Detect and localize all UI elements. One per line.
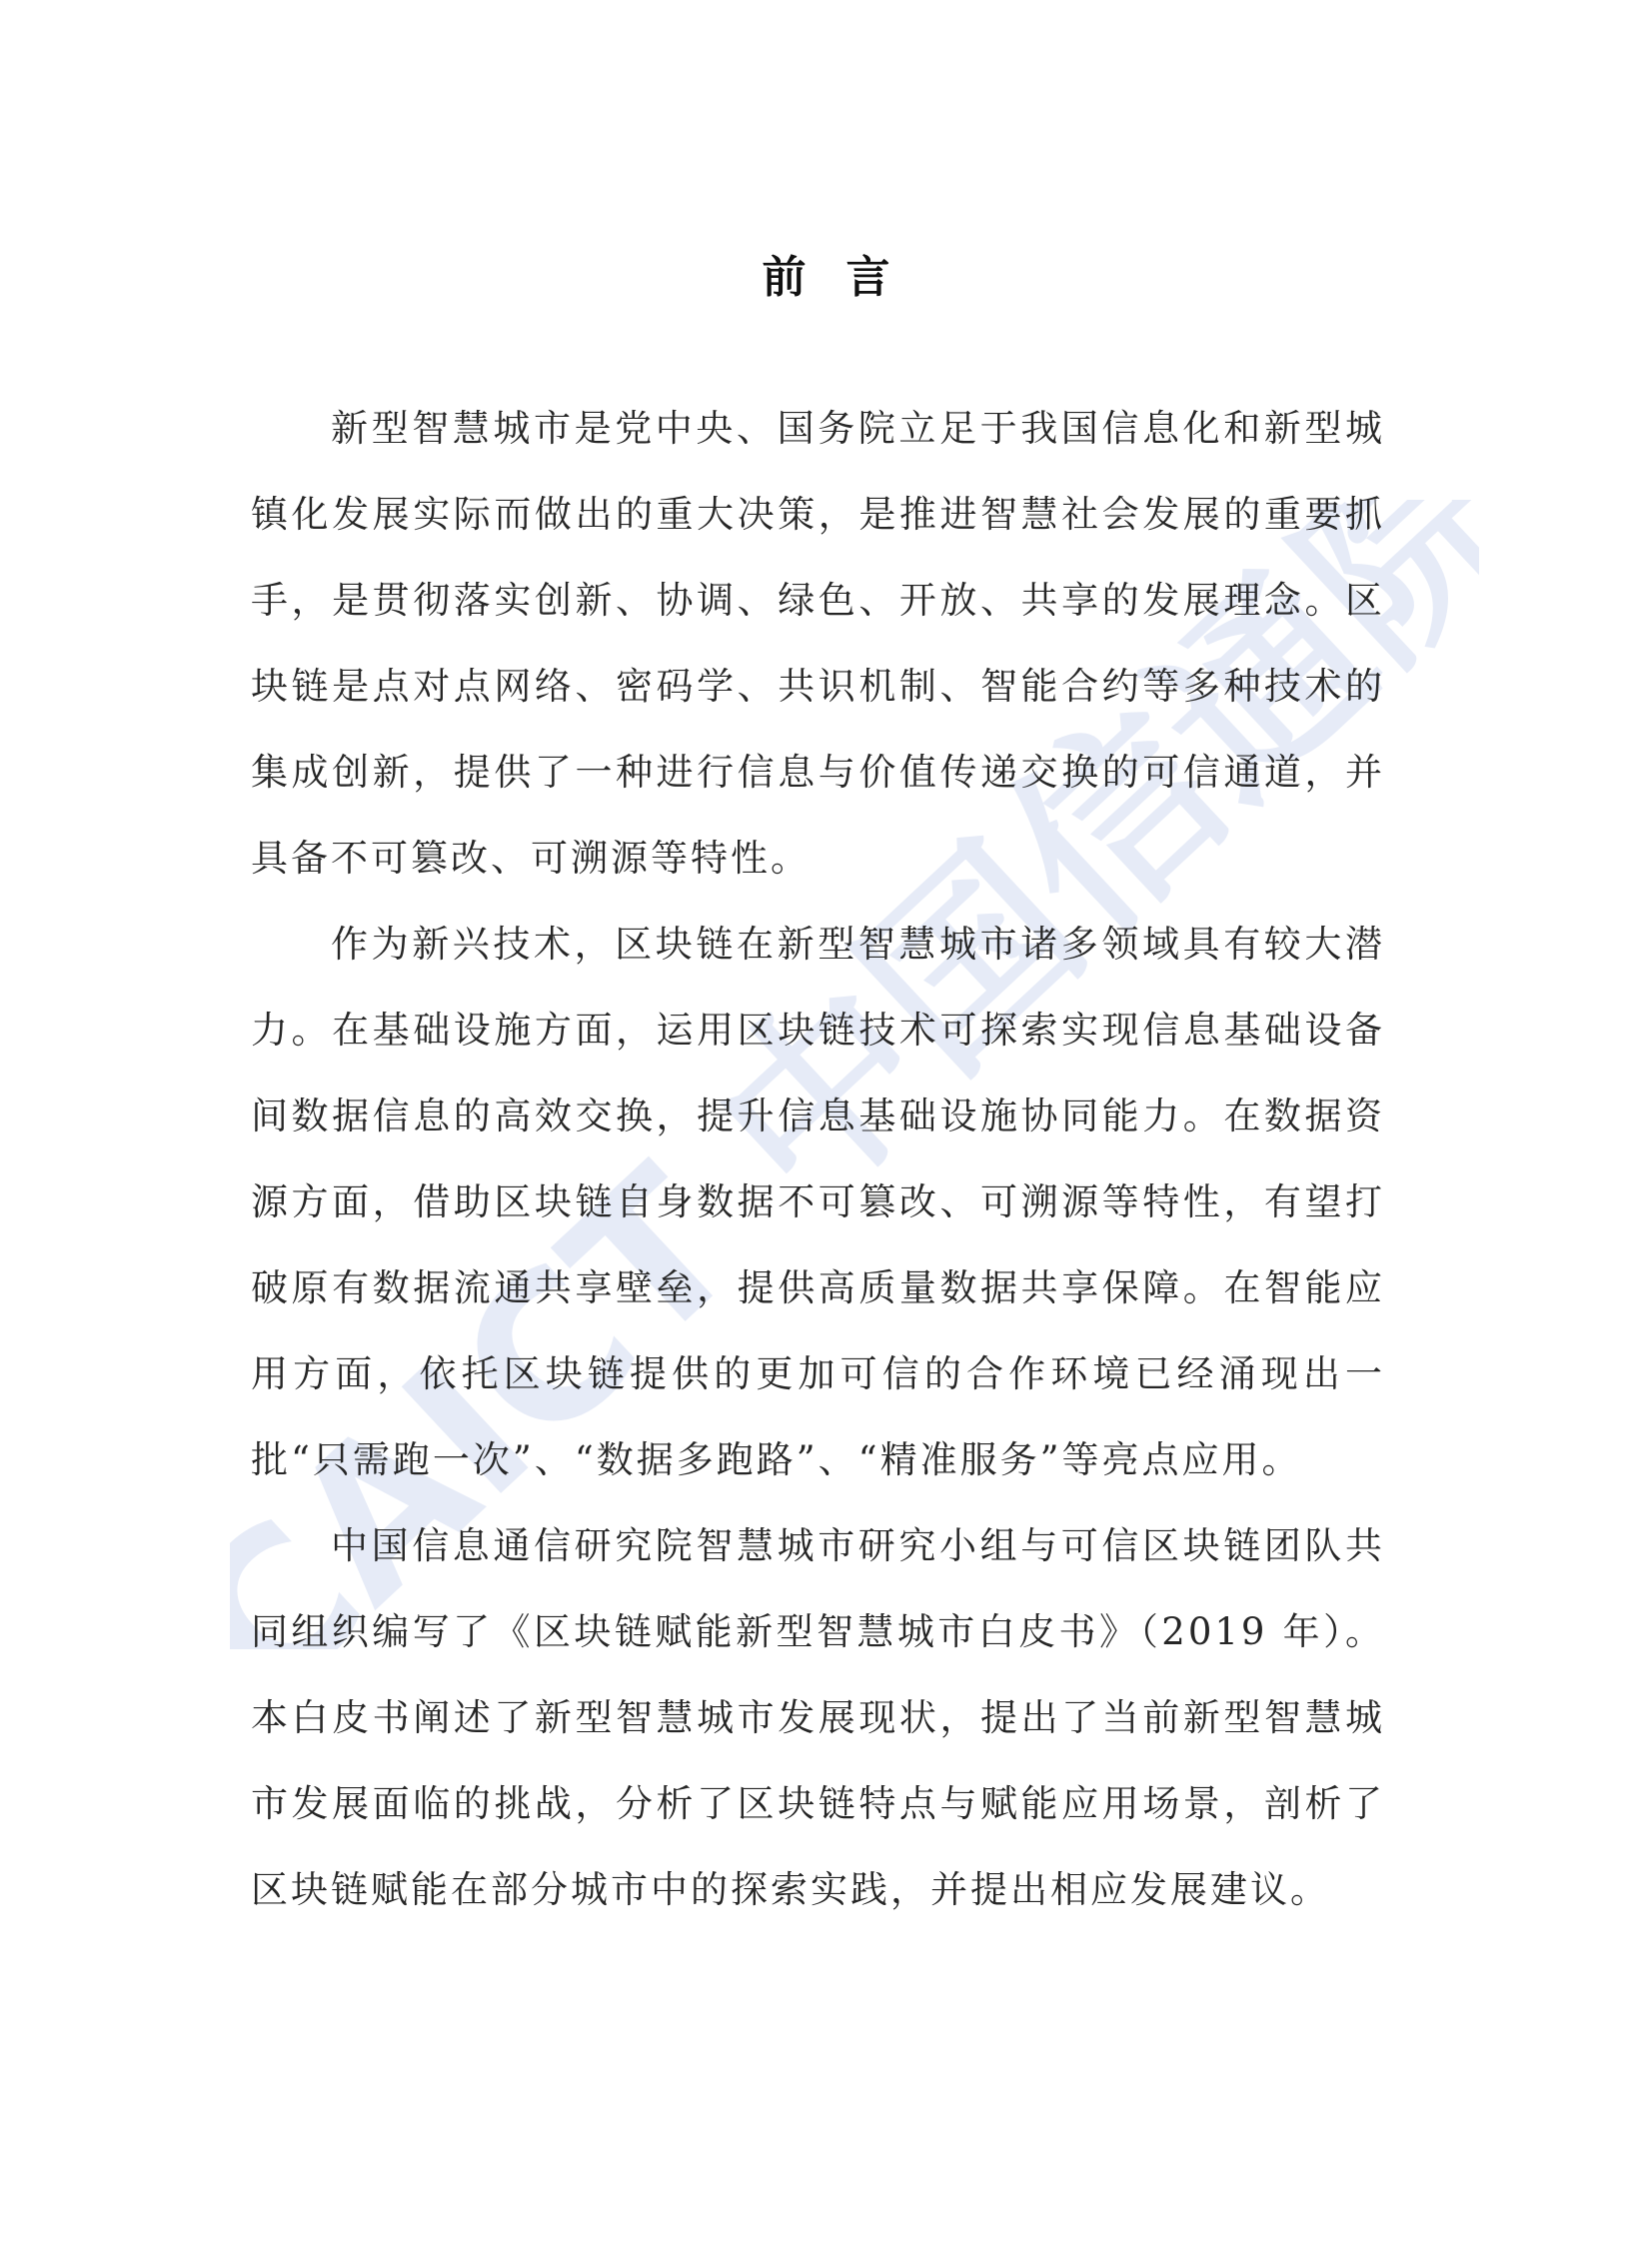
paragraph-3: 中国信息通信研究院智慧城市研究小组与可信区块链团队共同组织编写了《区块链赋能新型智慧城市白皮书》（2019 年）。本白皮书阐述了新型智慧城市发展现状，提出了当前新型智慧城市发展面临的挑战，分析了区块链特点与赋能应用场景，剖析了区块链赋能在部分城市中的探索实践，并提出相应发展建议。	[251, 1524, 1385, 1911]
preface-body	[251, 386, 1385, 1933]
paragraph-2: 作为新兴技术，区块链在新型智慧城市诸多领域具有较大潜力。在基础设施方面，运用区块链技术可探索实现信息基础设备间数据信息的高效交换，提升信息基础设施协同能力。在数据资源方面，借助区块链自身数据不可篡改、可溯源等特性，有望打破原有数据流通共享壁垒，提供高质量数据共享保障。在智能应用方面，依托区块链提供的更加可信的合作环境已经涌现出一批“只需跑一次”、“数据多跑路”、“精准服务”等亮点应用。	[251, 923, 1385, 1481]
watermark-text: CAICT 中国信通院	[230, 500, 1479, 1649]
page-title: 前言	[762, 252, 930, 304]
paragraph-1: 新型智慧城市是党中央、国务院立足于我国信息化和新型城镇化发展实际而做出的重大决策，是推进智慧社会发展的重要抓手，是贯彻落实创新、协调、绿色、开放、共享的发展理念。区块链是点对点网络、密码学、共识机制、智能合约等多种技术的集成创新，提供了一种进行信息与价值传递交换的可信通道，并具备不可篡改、可溯源等特性。	[251, 407, 1385, 880]
